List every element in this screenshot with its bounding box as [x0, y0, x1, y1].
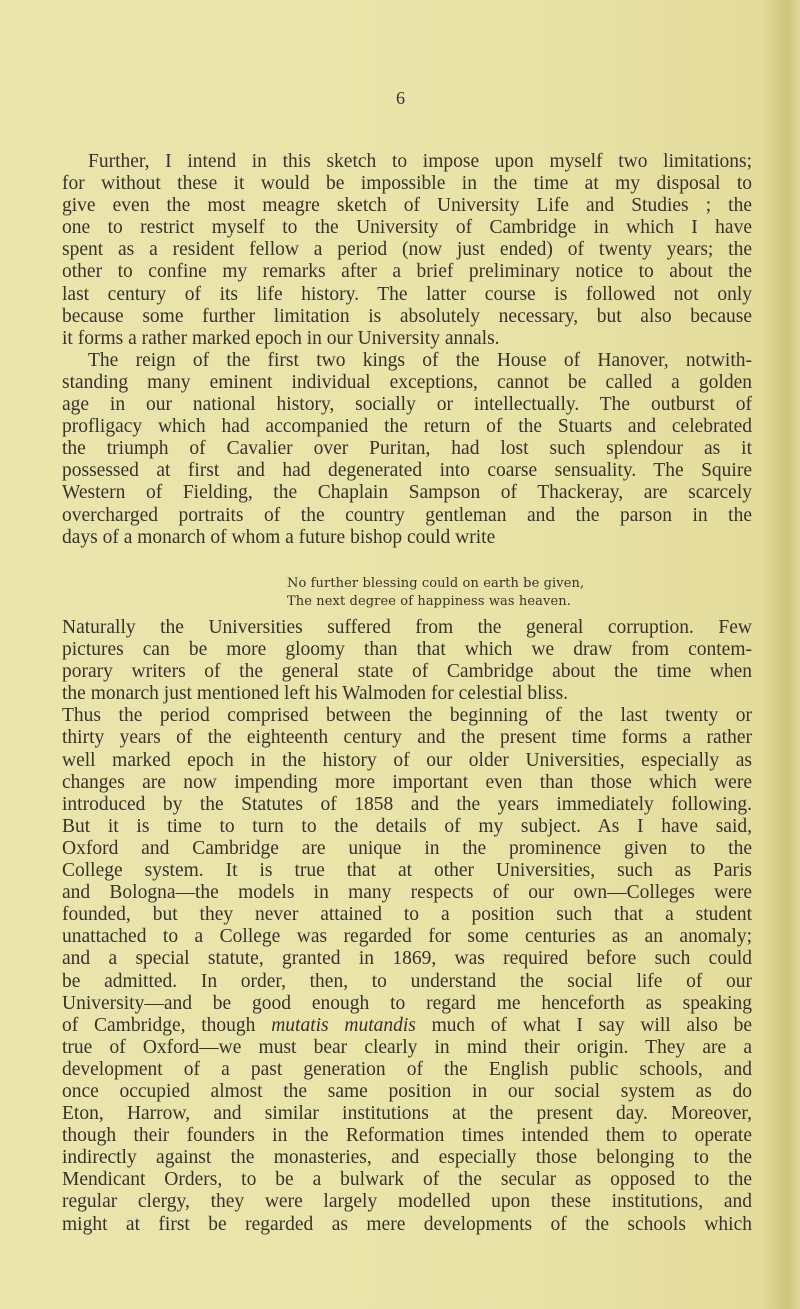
text-line: College system. It is true that at other Universities, such as Paris	[62, 860, 752, 882]
text-line: and a special statute, granted in 1869, was required before such could	[62, 948, 752, 970]
text-line: overcharged portraits of the country gentleman and the parson in the	[62, 504, 752, 526]
text-line: regular clergy, they were largely modelled upon these institutions, and	[62, 1191, 752, 1213]
text-line: once occupied almost the same position in our social system as do	[62, 1080, 752, 1102]
text-line: last century of its life history. The latter course is followed not only	[62, 283, 752, 305]
verse-quotation	[287, 575, 687, 611]
text-line: University—and be good enough to regard me henceforth as speaking	[62, 992, 752, 1014]
text-line: give even the most meagre sketch of University Life and Studies ; the	[62, 195, 752, 217]
text-line: changes are now impending more important even than those which were	[62, 771, 752, 793]
text-line: pictures can be more gloomy than that which we draw from contem-	[62, 639, 752, 661]
text-line: Thus the period comprised between the beginning of the last twenty or	[62, 705, 752, 727]
text-line: the monarch just mentioned left his Walmoden for celestial bliss.	[62, 683, 569, 705]
text-line	[62, 1015, 752, 1037]
text-line: possessed at first and had degenerated into coarse sensuality. The Squire	[62, 460, 752, 482]
text-run: much of what I say will also be	[415, 1014, 752, 1036]
text-line: age in our national history, socially or intellectually. The outburst of	[62, 394, 752, 416]
text-line: Naturally the Universities suffered from the general corruption. Few	[62, 617, 752, 638]
text-line: and Bologna—the models in many respects of our own—Colleges were	[62, 882, 752, 904]
quote-line: No further blessing could on earth be given,	[287, 576, 585, 591]
text-line: development of a past generation of the English public schools, and	[62, 1058, 752, 1080]
page-number: 6	[396, 88, 405, 108]
text-line: thirty years of the eighteenth century and the present time forms a rather	[62, 727, 752, 749]
text-line: The reign of the first two kings of the House of Hanover, notwith-	[88, 349, 752, 371]
text-line: it forms a rather marked epoch in our University annals.	[62, 327, 500, 349]
text-line: spent as a resident fellow a period (now just ended) of twenty years; the	[62, 239, 752, 261]
italic-phrase: mutatis mutandis	[271, 1014, 416, 1036]
text-line: indirectly against the monasteries, and especially those belonging to the	[62, 1147, 752, 1169]
text-line: because some further limitation is absolutely necessary, but also because	[62, 305, 752, 327]
text-line: well marked epoch in the history of our older Universities, especially as	[62, 749, 752, 771]
text-line: one to restrict myself to the University of Cambridge in which I have	[62, 217, 752, 239]
body-text-top	[62, 151, 752, 549]
text-line: unattached to a College was regarded for some centuries as an anomaly;	[62, 926, 752, 948]
text-line: profligacy which had accompanied the return of the Stuarts and celebrated	[62, 416, 752, 438]
text-line: though their founders in the Reformation times intended them to operate	[62, 1125, 752, 1147]
text-run: of Cambridge, though	[62, 1014, 272, 1036]
text-line: founded, but they never attained to a position such that a student	[62, 904, 752, 926]
text-line: true of Oxford—we must bear clearly in mind their origin. They are a	[62, 1036, 752, 1058]
text-line: be admitted. In order, then, to understand the social life of our	[62, 970, 752, 992]
text-line: introduced by the Statutes of 1858 and the years immediately following.	[62, 793, 752, 815]
text-line: Oxford and Cambridge are unique in the prominence given to the	[62, 837, 752, 859]
text-line: porary writers of the general state of Cambridge about the time when	[62, 661, 752, 683]
text-line: days of a monarch of whom a future bishop could write	[62, 526, 496, 548]
text-line: other to confine my remarks after a brief preliminary notice to about the	[62, 261, 752, 283]
text-line: standing many eminent individual exceptions, cannot be called a golden	[62, 371, 752, 393]
quote-line: The next degree of happiness was heaven.	[287, 594, 571, 609]
text-line: Western of Fielding, the Chaplain Sampson of Thackeray, are scarcely	[62, 482, 752, 504]
text-line: the triumph of Cavalier over Puritan, had lost such splendour as it	[62, 438, 752, 460]
text-line: Further, I intend in this sketch to impose upon myself two limitations;	[88, 151, 752, 172]
text-line: Mendicant Orders, to be a bulwark of the secular as opposed to the	[62, 1169, 752, 1191]
text-line: might at first be regarded as mere developments of the schools which	[62, 1213, 752, 1235]
text-line: But it is time to turn to the details of my subject. As I have said,	[62, 815, 752, 837]
body-text-bottom	[62, 617, 752, 1236]
text-line: Eton, Harrow, and similar institutions at the present day. Moreover,	[62, 1103, 752, 1125]
text-line: for without these it would be impossible in the time at my disposal to	[62, 173, 752, 195]
